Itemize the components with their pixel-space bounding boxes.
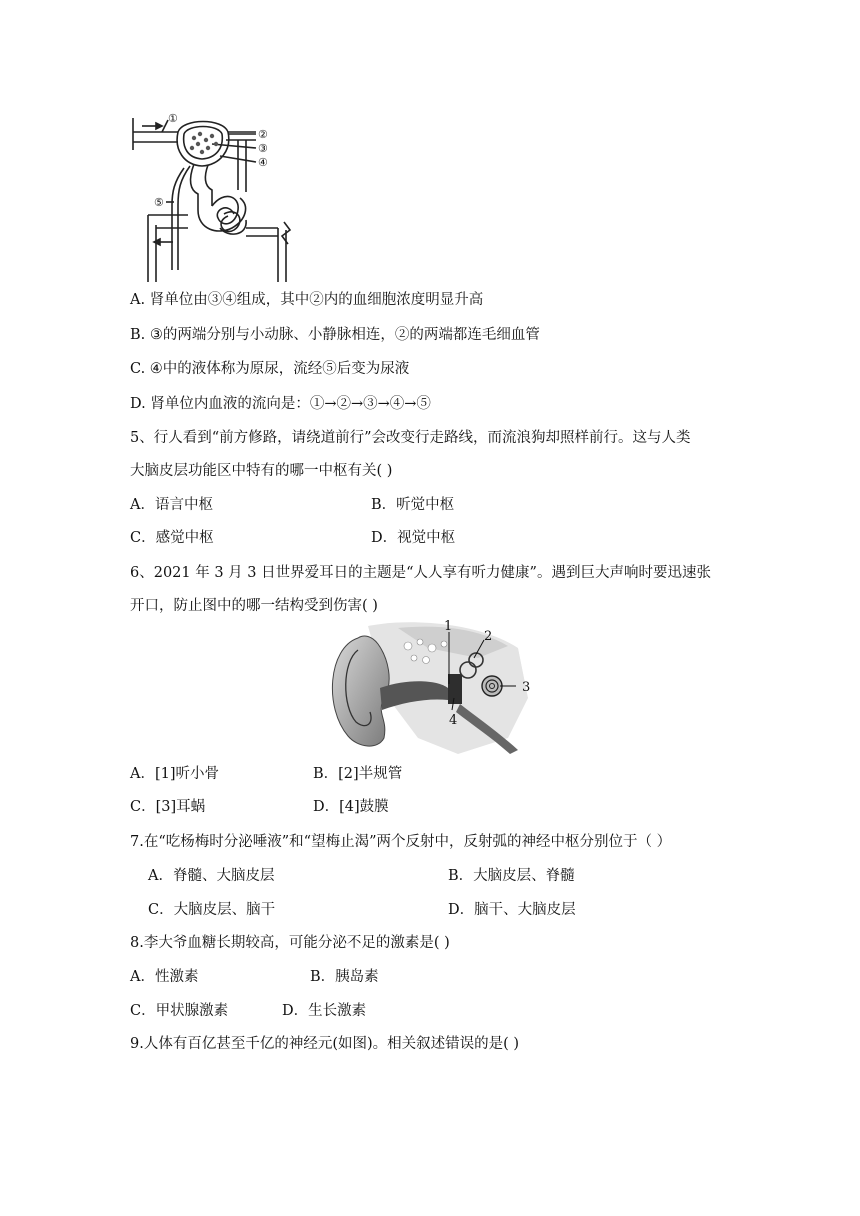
ear-label-3: 3 [522,680,531,695]
q7-option-b: B．大脑皮层、脊髓 [448,868,575,884]
q6-stem-line2: 开口，防止图中的哪一结构受到伤害( ) [130,598,378,614]
label-3: ③ [258,142,268,155]
q5-stem-line1: 5、行人看到“前方修路，请绕道前行”会改变行走路线，而流浪狗却照样前行。这与人类 [130,430,691,446]
q7-option-d: D．脑干、大脑皮层 [448,902,576,918]
q4-option-a: A. 肾单位由③④组成，其中②内的血细胞浓度明显升高 [130,292,484,308]
ear-label-4: 4 [449,713,458,728]
q8-option-a: A．性激素 [130,969,199,985]
q6-option-a: A．[1]听小骨 [130,766,220,782]
q6-stem-line1: 6、2021 年 3 月 3 日世界爱耳日的主题是“人人享有听力健康”。遇到巨大声响时要迅速张 [130,565,711,581]
nephron-diagram [128,110,298,282]
q5-option-b: B．听觉中枢 [371,497,455,513]
label-1: ① [168,112,178,125]
q5-stem-line2: 大脑皮层功能区中特有的哪一中枢有关( ) [130,463,393,479]
q5-option-a: A．语言中枢 [130,497,213,513]
q4-option-d: D. 肾单位内血液的流向是：①→②→③→④→⑤ [130,396,431,412]
ear-label-2: 2 [484,629,493,644]
ear-label-1: 1 [444,619,453,634]
q8-option-c: C．甲状腺激素 [130,1003,229,1019]
q5-option-c: C．感觉中枢 [130,530,214,546]
q7-option-a: A．脊髓、大脑皮层 [148,868,275,884]
q6-option-c: C．[3]耳蜗 [130,799,206,815]
q6-option-d: D．[4]鼓膜 [313,799,389,815]
q4-option-b: B. ③的两端分别与小动脉、小静脉相连，②的两端都连毛细血管 [130,327,540,343]
q8-option-b: B．胰岛素 [310,969,379,985]
ear-diagram [328,618,538,756]
q8-option-d: D．生长激素 [282,1003,367,1019]
q9-stem: 9.人体有百亿甚至千亿的神经元(如图)。相关叙述错误的是( ) [130,1036,520,1052]
q8-stem: 8.李大爷血糖长期较高，可能分泌不足的激素是( ) [130,935,450,951]
q4-option-c: C. ④中的液体称为原尿，流经⑤后变为尿液 [130,361,410,377]
label-5: ⑤ [154,196,164,209]
q6-option-b: B．[2]半规管 [313,766,403,782]
q5-option-d: D．视觉中枢 [371,530,456,546]
label-4: ④ [258,156,268,169]
q7-option-c: C．大脑皮层、脑干 [148,902,276,918]
label-2: ② [258,128,268,141]
q7-stem: 7.在“吃杨梅时分泌唾液”和“望梅止渴”两个反射中，反射弧的神经中枢分别位于（ ） [130,834,672,850]
